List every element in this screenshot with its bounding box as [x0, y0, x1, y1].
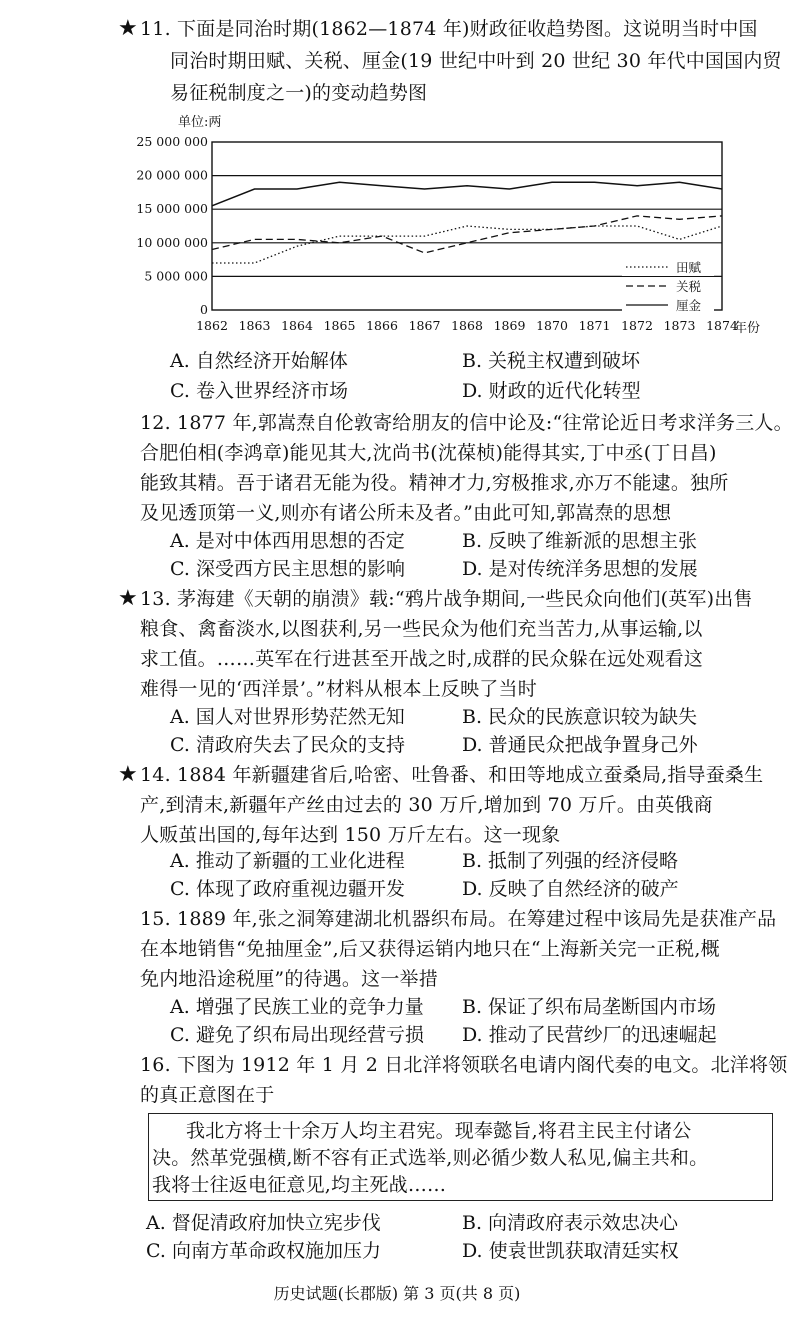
q12-option-b[interactable]: B. 反映了维新派的思想主张 — [462, 530, 698, 552]
q16-option-a[interactable]: A. 督促清政府加快立宪步伐 — [146, 1212, 381, 1234]
q12-option-d[interactable]: D. 是对传统洋务思想的发展 — [462, 558, 698, 580]
x-tick-label: 1864 — [281, 318, 313, 333]
q14-stem-line-2: 产,到清末,新疆年产丝由过去的 30 万斤,增加到 70 万斤。由英俄商 — [140, 794, 713, 816]
x-tick-label: 1870 — [536, 318, 568, 333]
q12-stem-line-1: 12. 1877 年,郭嵩焘自伦敦寄给朋友的信中论及:“往常论近日考求洋务三人。 — [140, 412, 793, 434]
q14-option-d[interactable]: D. 反映了自然经济的破产 — [462, 878, 679, 900]
series-line-田赋 — [212, 226, 722, 263]
q13-option-b[interactable]: B. 民众的民族意识较为缺失 — [462, 706, 698, 728]
x-tick-label: 1869 — [493, 318, 526, 333]
star-marker: ★ — [118, 762, 138, 787]
q15-option-c[interactable]: C. 避免了织布局出现经营亏损 — [170, 1024, 424, 1046]
q12-option-a[interactable]: A. 是对中体西用思想的否定 — [170, 530, 405, 552]
q12-stem-line-4: 及见透顶第一义,则亦有诸公所未及者。”由此可知,郭嵩焘的思想 — [140, 502, 672, 524]
page-footer: 历史试题(长郡版) 第 3 页(共 8 页) — [273, 1284, 521, 1303]
q15-stem-line-2: 在本地销售“免抽厘金”,后又获得运销内地只在“上海新关完一正税,概 — [140, 938, 720, 960]
q13-stem-line-4: 难得一见的‘西洋景’。”材料从根本上反映了当时 — [140, 678, 537, 700]
x-tick-label: 1867 — [408, 318, 441, 333]
x-tick-label: 1874 — [706, 318, 738, 333]
x-tick-label: 1873 — [663, 318, 696, 333]
q11-stem-line-2: 同治时期田赋、关税、厘金(19 世纪中叶到 20 世纪 30 年代中国国内贸 — [170, 50, 782, 72]
legend-label: 厘金 — [676, 298, 702, 313]
q13-option-d[interactable]: D. 普通民众把战争置身己外 — [462, 734, 698, 756]
q14-option-b[interactable]: B. 抵制了列强的经济侵略 — [462, 850, 679, 872]
x-tick-label: 1863 — [238, 318, 271, 333]
quote-line-2: 决。然革党强横,断不容有正式选举,则必循少数人私见,偏主共和。 — [152, 1147, 709, 1169]
q15-option-d[interactable]: D. 推动了民营纱厂的迅速崛起 — [462, 1024, 717, 1046]
series-line-关税 — [212, 216, 722, 253]
y-tick-label: 5 000 000 — [144, 268, 208, 284]
x-tick-label: 1862 — [196, 318, 228, 333]
q14-option-c[interactable]: C. 体现了政府重视边疆开发 — [170, 878, 405, 900]
q13-stem-line-3: 求工值。……英军在行进甚至开战之时,成群的民众躲在远处观看这 — [140, 648, 704, 670]
y-tick-label: 25 000 000 — [136, 134, 208, 149]
q11-option-b[interactable]: B. 关税主权遭到破坏 — [462, 350, 641, 372]
q12-stem-line-3: 能致其精。吾于诸君无能为役。精神才力,穷极推求,亦万不能逮。独所 — [140, 472, 729, 494]
q12-option-c[interactable]: C. 深受西方民主思想的影响 — [170, 558, 405, 580]
q15-option-a[interactable]: A. 增强了民族工业的竞争力量 — [170, 996, 424, 1018]
q16-option-b[interactable]: B. 向清政府表示效忠决心 — [462, 1212, 679, 1234]
q16-stem-line-2: 的真正意图在于 — [140, 1084, 275, 1106]
q15-stem-line-3: 免内地沿途税厘”的待遇。这一举措 — [140, 968, 438, 990]
legend-label: 关税 — [676, 279, 702, 294]
q12-stem-line-2: 合肥伯相(李鸿章)能见其大,沈尚书(沈葆桢)能得其实,丁中丞(丁日昌) — [140, 442, 717, 464]
x-tick-label: 1868 — [451, 318, 483, 333]
star-marker: ★ — [118, 16, 138, 41]
q11-option-c[interactable]: C. 卷入世界经济市场 — [170, 380, 348, 402]
x-tick-label: 1866 — [366, 318, 398, 333]
y-tick-label: 0 — [200, 302, 208, 317]
finance-trend-chart — [130, 112, 770, 344]
star-marker: ★ — [118, 586, 138, 611]
q14-stem-line-1: 14. 1884 年新疆建省后,哈密、吐鲁番、和田等地成立蚕桑局,指导蚕桑生 — [140, 764, 764, 786]
series-line-厘金 — [212, 182, 722, 206]
q16-option-c[interactable]: C. 向南方革命政权施加压力 — [146, 1240, 381, 1262]
x-tick-label: 1871 — [578, 318, 611, 333]
y-tick-label: 15 000 000 — [136, 201, 208, 217]
q13-option-c[interactable]: C. 清政府失去了民众的支持 — [170, 734, 405, 756]
x-tick-label: 1872 — [621, 318, 653, 333]
q11-option-d[interactable]: D. 财政的近代化转型 — [462, 380, 641, 402]
x-tick-label: 1865 — [323, 318, 356, 333]
x-axis-label: 年份 — [734, 321, 761, 336]
y-axis-unit-label: 单位:两 — [178, 115, 222, 130]
q11-stem-line-3: 易征税制度之一)的变动趋势图 — [170, 82, 428, 104]
q14-stem-line-3: 人贩茧出国的,每年达到 150 万斤左右。这一现象 — [140, 824, 561, 846]
q16-option-d[interactable]: D. 使袁世凯获取清廷实权 — [462, 1240, 679, 1262]
q14-option-a[interactable]: A. 推动了新疆的工业化进程 — [170, 850, 405, 872]
q11-option-a[interactable]: A. 自然经济开始解体 — [170, 350, 348, 372]
q11-stem-line-1: 11. 下面是同治时期(1862—1874 年)财政征收趋势图。这说明当时中国 — [140, 18, 758, 40]
y-tick-label: 10 000 000 — [136, 234, 208, 250]
quote-line-1: 我北方将士十余万人均主君宪。现奉懿旨,将君主民主付诸公 — [186, 1120, 692, 1142]
q13-stem-line-1: 13. 茅海建《天朝的崩溃》载:“鸦片战争期间,一些民众向他们(英军)出售 — [140, 588, 753, 610]
q15-stem-line-1: 15. 1889 年,张之洞筹建湖北机器织布局。在筹建过程中该局先是获准产品 — [140, 908, 777, 930]
q15-option-b[interactable]: B. 保证了织布局垄断国内市场 — [462, 996, 717, 1018]
q16-stem-line-1: 16. 下图为 1912 年 1 月 2 日北洋将领联名电请内阁代奏的电文。北洋将领 — [140, 1054, 788, 1076]
q13-stem-line-2: 粮食、禽畜淡水,以图获利,另一些民众为他们充当苦力,从事运输,以 — [140, 618, 703, 640]
y-tick-label: 20 000 000 — [136, 167, 208, 183]
legend-label: 田赋 — [676, 260, 702, 275]
q13-option-a[interactable]: A. 国人对世界形势茫然无知 — [170, 706, 405, 728]
quote-line-3: 我将士往返电征意见,均主死战…… — [152, 1174, 447, 1196]
